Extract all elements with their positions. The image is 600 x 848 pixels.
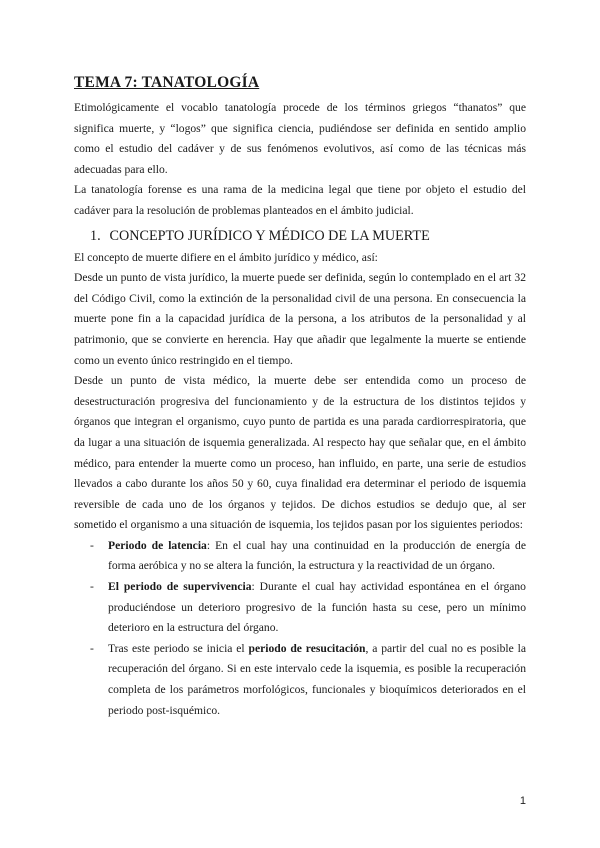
body-paragraph-3: Desde un punto de vista médico, la muerte debe ser entendida como un proceso de desestructuración progresiva del funcionamiento y de la estructura de los distintos tejidos y órganos que integran el organismo, cuyo punto de partida es una parada cardiorrespiratoria, que da lugar a una situación de isquemia generalizada. Al respecto hay que señalar que, en el ámbito médico, para entender la muerte como un proceso, han influido, en parte, una serie de estudios llevados a cabo durante los años 50 y 60, cuya finalidad era determinar el periodo de isquemia reversible de cada uno de los órganos y tejidos. De dichos estudios se dedujo que, al ser sometido el organismo a una situación de isquemia, los tejidos pasan por los siguientes periodos: (74, 374, 526, 532)
section-title: CONCEPTO JURÍDICO Y MÉDICO DE LA MUERTE (109, 227, 430, 244)
intro-paragraph-2: La tanatología forense es una rama de la medicina legal que tiene por objeto el estudio del cadáver para la resolución de problemas planteados en el ámbito judicial. (74, 183, 526, 217)
body-paragraph-1: El concepto de muerte difiere en el ámbito jurídico y médico, así: (74, 250, 378, 264)
dash-bullet: - (90, 538, 94, 552)
document-title: TEMA 7: TANATOLOGÍA (74, 74, 260, 91)
list-item-resuscitation (74, 639, 526, 721)
body-paragraph-2: Desde un punto de vista jurídico, la muerte puede ser definida, según lo contemplado en el art 32 del Código Civil, como la extinción de la personalidad civil de una persona. En consecuencia la muerte pone fin a la capacidad jurídica de la persona, a los atributos de la personalidad y al patrimonio, que se convierte en herencia. Hay que añadir que legalmente la muerte se entiende como un evento único restringido en el tiempo. (74, 271, 526, 367)
dash-bullet: - (90, 641, 94, 655)
section-number: 1. (90, 227, 101, 244)
list-item-term: periodo de resucitación (248, 641, 366, 655)
list-item-survival (74, 577, 526, 639)
periods-list (74, 536, 526, 721)
list-item-term: El periodo de supervivencia (108, 580, 252, 594)
list-item-latency (74, 536, 526, 577)
list-item-text: , a partir del cual no es posible la recuperación del órgano. Si en este intervalo cede la isquemia, es posible la recuperación completa de los parámetros morfológicos, funcionales y bioquímicos deteriorados en el periodo post-isquémico. (108, 641, 526, 717)
list-item-text: : Durante el cual hay actividad espontánea en el órgano produciéndose un deterioro progresivo de la función hasta su cese, pero un mínimo deterioro en la estructura del órgano. (108, 580, 526, 635)
dash-bullet: - (90, 580, 94, 594)
list-item-text: : En el cual hay una continuidad en la producción de energía de forma aeróbica y no se altera la función, la estructura y la reactividad de un órgano. (108, 538, 526, 573)
list-item-term: Periodo de latencia (108, 538, 207, 552)
document-page (74, 72, 526, 721)
page-number: 1 (519, 795, 526, 807)
section-heading (74, 224, 526, 248)
list-item-prefix: Tras este periodo se inicia el (108, 641, 249, 655)
intro-paragraph-1: Etimológicamente el vocablo tanatología procede de los términos griegos “thanatos” que significa muerte, y “logos” que significa ciencia, pudiéndose ser definida en sentido amplio como el estudio del cadáver y de sus fenómenos evolutivos, así como de las técnicas más adecuadas para ello. (74, 101, 526, 176)
